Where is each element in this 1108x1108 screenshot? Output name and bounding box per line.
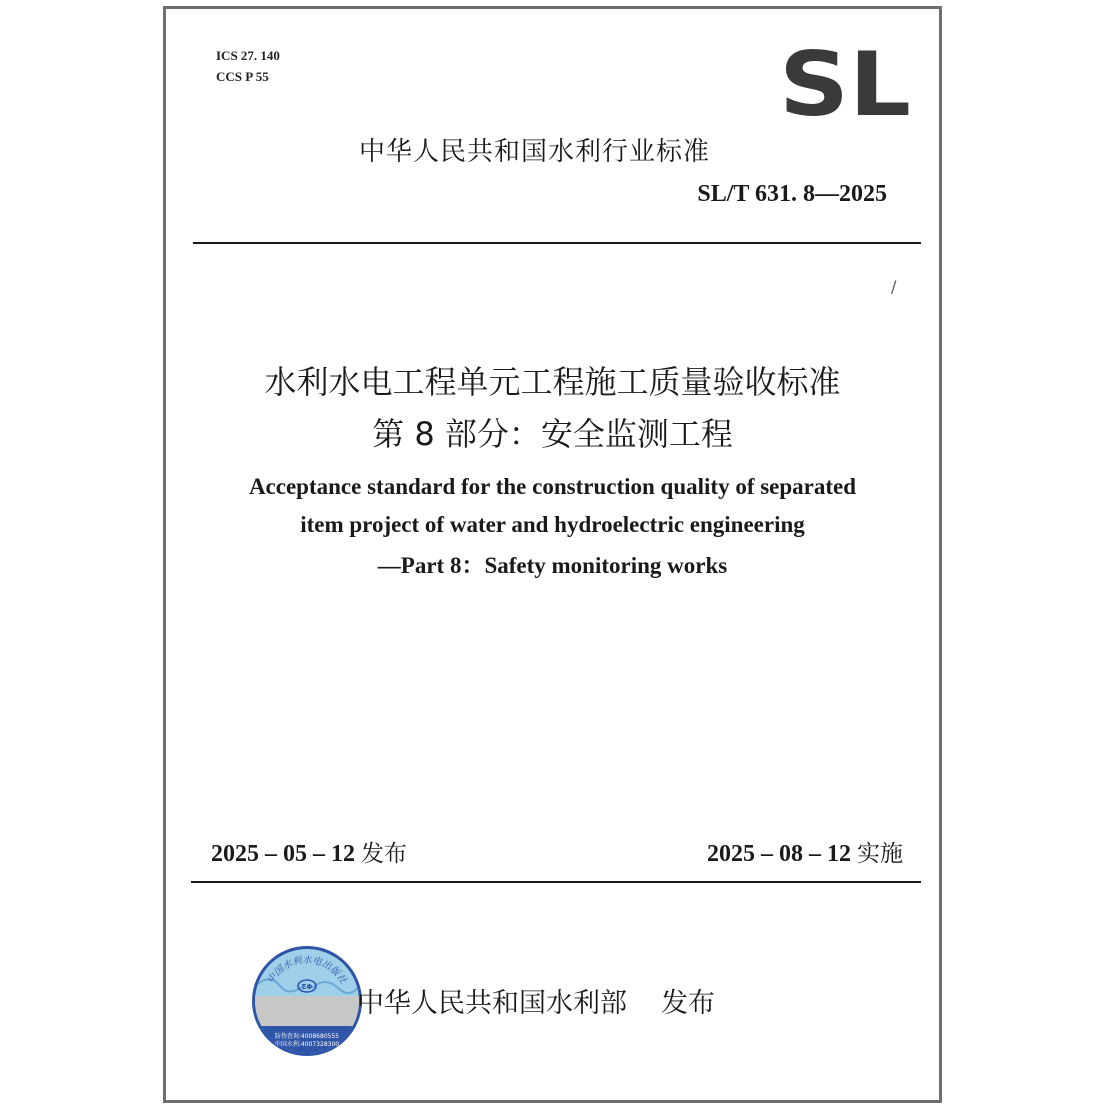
seal-query-line1: 防伪查询:4008680555: [274, 1033, 340, 1040]
anti-counterfeit-seal: [250, 944, 364, 1058]
ics-code: ICS 27. 140: [216, 48, 280, 63]
publish-label: 发布: [661, 988, 715, 1019]
sl-logo-text: SL: [779, 41, 911, 123]
standard-cover: [163, 6, 942, 1103]
standard-number: SL/T 631. 8—2025: [697, 181, 887, 207]
seal-query-line2: 中国水利:4007328300: [274, 1041, 340, 1048]
svg-text:ΣΦ: ΣΦ: [301, 983, 313, 991]
title-cn-line2: 第 8 部分：安全监测工程: [372, 415, 733, 453]
print-mark: /: [891, 277, 897, 296]
top-divider: [193, 242, 921, 244]
publisher-line: [357, 981, 715, 1020]
issue-date-label: 发布: [361, 841, 407, 867]
implement-date: [707, 835, 903, 868]
publisher-name: 中华人民共和国水利部: [357, 988, 627, 1019]
classification-codes: [216, 45, 280, 87]
seal-arc-text: 中国水利水电出版社: [265, 955, 349, 986]
title-en-line2: item project of water and hydroelectric engineering: [300, 512, 805, 537]
title-cn-line1: 水利水电工程单元工程施工质量验收标准: [264, 363, 841, 401]
ccs-code: CCS P 55: [216, 69, 269, 84]
issue-date-value: 2025 – 05 – 12: [211, 841, 355, 867]
implement-date-label: 实施: [857, 841, 903, 867]
implement-date-value: 2025 – 08 – 12: [707, 841, 851, 867]
seal-hologram-band: [250, 996, 364, 1026]
issue-date: [211, 835, 407, 868]
industry-standard-heading: 中华人民共和国水利行业标准: [359, 137, 711, 167]
bottom-divider: [191, 881, 921, 883]
title-en-line1: Acceptance standard for the construction quality of separated: [248, 474, 857, 499]
sl-logo: [778, 41, 913, 123]
title-en-line3: —Part 8：Safety monitoring works: [377, 553, 728, 578]
